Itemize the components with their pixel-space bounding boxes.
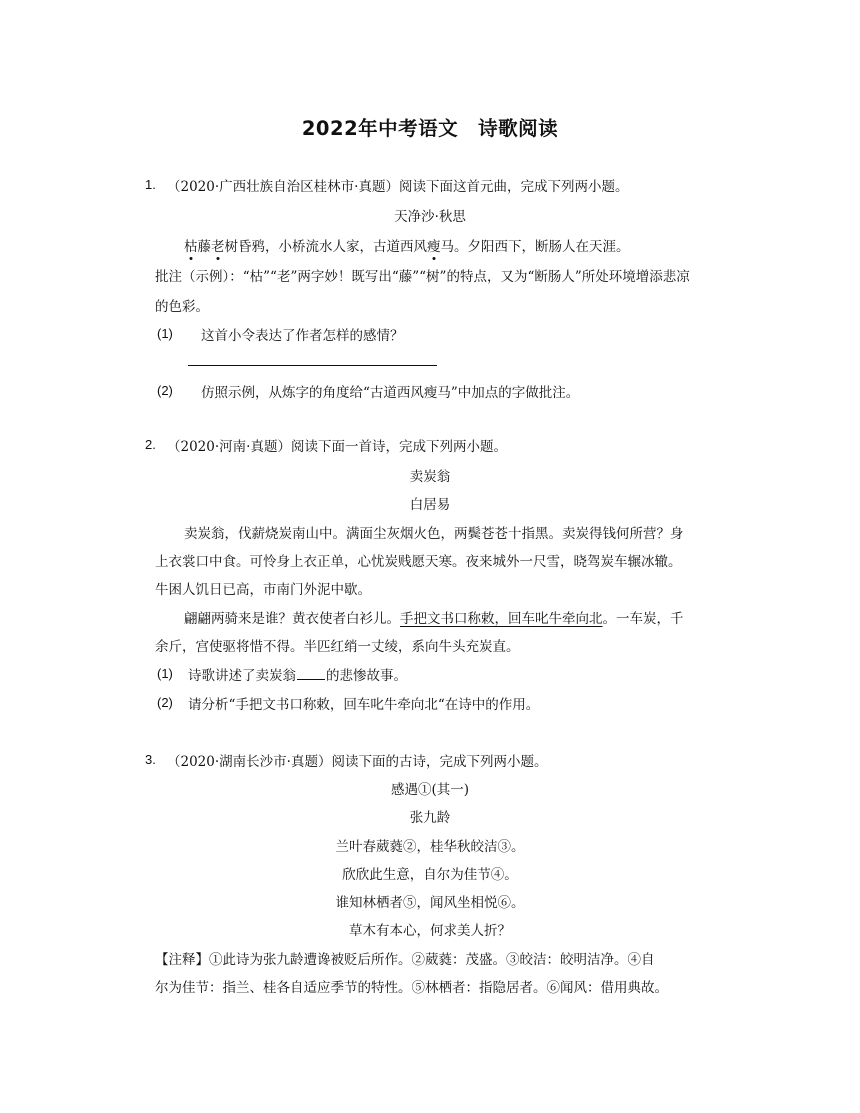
question-1-number: 1.: [145, 177, 156, 192]
question-2-sub-2-number: (2): [157, 695, 173, 710]
question-3-poem-title: 感遇①(其一): [390, 782, 470, 798]
question-2-sub-2-text: 请分析“手把文书口称敕，回车叱牛牵向北“在诗中的作用。: [188, 697, 540, 713]
question-2-line-2: 上衣裳口中食。可怜身上衣正单，心忧炭贱愿天寒。夜来城外一尺雪，晓驾炭车辗冰辙。: [155, 554, 682, 570]
page-title: 2022年中考语文 诗歌阅读: [301, 117, 559, 140]
question-1-sub-2-text: 仿照示例，从炼字的角度给“古道西风瘦马”中加点的字做批注。: [201, 385, 580, 401]
dotted-char: 枯: [184, 239, 198, 255]
poem-line: 欣欣此生意，自尔为佳节④。: [342, 867, 518, 883]
question-3-note-line-2: 尔为佳节：指兰、桂各自适应季节的特性。⑤林栖者：指隐居者。⑥闻风：借用典故。: [155, 980, 668, 996]
underlined-verse: 手把文书口称敕，回车叱牛牵向北: [400, 611, 603, 627]
question-1-poem-title: 天净沙·秋思: [394, 209, 466, 225]
question-1-sub-1-number: (1): [157, 326, 173, 341]
poem-line: 谁知林栖者⑤，闻风坐相悦⑥。: [335, 895, 525, 911]
question-2-stem: （2020·河南·真题）阅读下面一首诗，完成下列两小题。: [167, 439, 507, 455]
question-1-sub-1-text: 这首小令表达了作者怎样的感情？: [201, 328, 404, 344]
question-2-line-5: 余斤，宫使驱将惜不得。半匹红绡一丈绫，系向牛头充炭直。: [155, 639, 520, 655]
question-1-note-line-2: 的色彩。: [155, 299, 209, 315]
poem-line: 草木有本心，何求美人折？: [349, 923, 511, 939]
question-1-note-line-1: 批注（示例）：“枯”“老”两字妙！既写出“藤”“树”的特点，又为“断肠人”所处环境增添悲凉: [155, 269, 690, 285]
question-2-number: 2.: [145, 437, 156, 452]
question-1-sub-2-number: (2): [157, 383, 173, 398]
answer-blank-line[interactable]: [188, 365, 437, 366]
question-3-note-line-1: 【注释】①此诗为张九龄遭谗被贬后所作。②葳蕤：茂盛。③皎洁：皎明洁净。④自: [155, 952, 655, 968]
dotted-char: 瘦: [427, 239, 441, 255]
question-3-number: 3.: [145, 752, 156, 767]
question-2-sub-1-text: 诗歌讲述了卖炭翁 的悲惨故事。: [188, 668, 407, 684]
question-3-stem: （2020·湖南长沙市·真题）阅读下面的古诗，完成下列两小题。: [167, 754, 548, 770]
question-3-author: 张九龄: [409, 810, 451, 826]
question-2-sub-1-number: (1): [157, 666, 173, 681]
question-1-poem: 枯藤老树昏鸦，小桥流水人家，古道西风瘦马。夕阳西下，断肠人在天涯。: [184, 239, 630, 255]
question-2-line-3: 牛困人饥日已高，市南门外泥中歇。: [155, 582, 371, 598]
question-2-poem-title: 卖炭翁: [409, 469, 451, 485]
fill-in-blank[interactable]: [297, 667, 325, 680]
question-2-line-1: 卖炭翁，伐薪烧炭南山中。满面尘灰烟火色，两鬓苍苍十指黑。卖炭得钱何所营？身: [184, 526, 684, 542]
question-2-line-4: 翩翩两骑来是谁？黄衣使者白衫儿。手把文书口称敕，回车叱牛牵向北。一车炭，千: [184, 611, 684, 627]
question-1-stem: （2020·广西壮族自治区桂林市·真题）阅读下面这首元曲，完成下列两小题。: [167, 179, 629, 195]
dotted-char: 老: [211, 239, 225, 255]
question-2-author: 白居易: [409, 497, 451, 513]
poem-line: 兰叶春葳蕤②，桂华秋皎洁③。: [335, 839, 525, 855]
